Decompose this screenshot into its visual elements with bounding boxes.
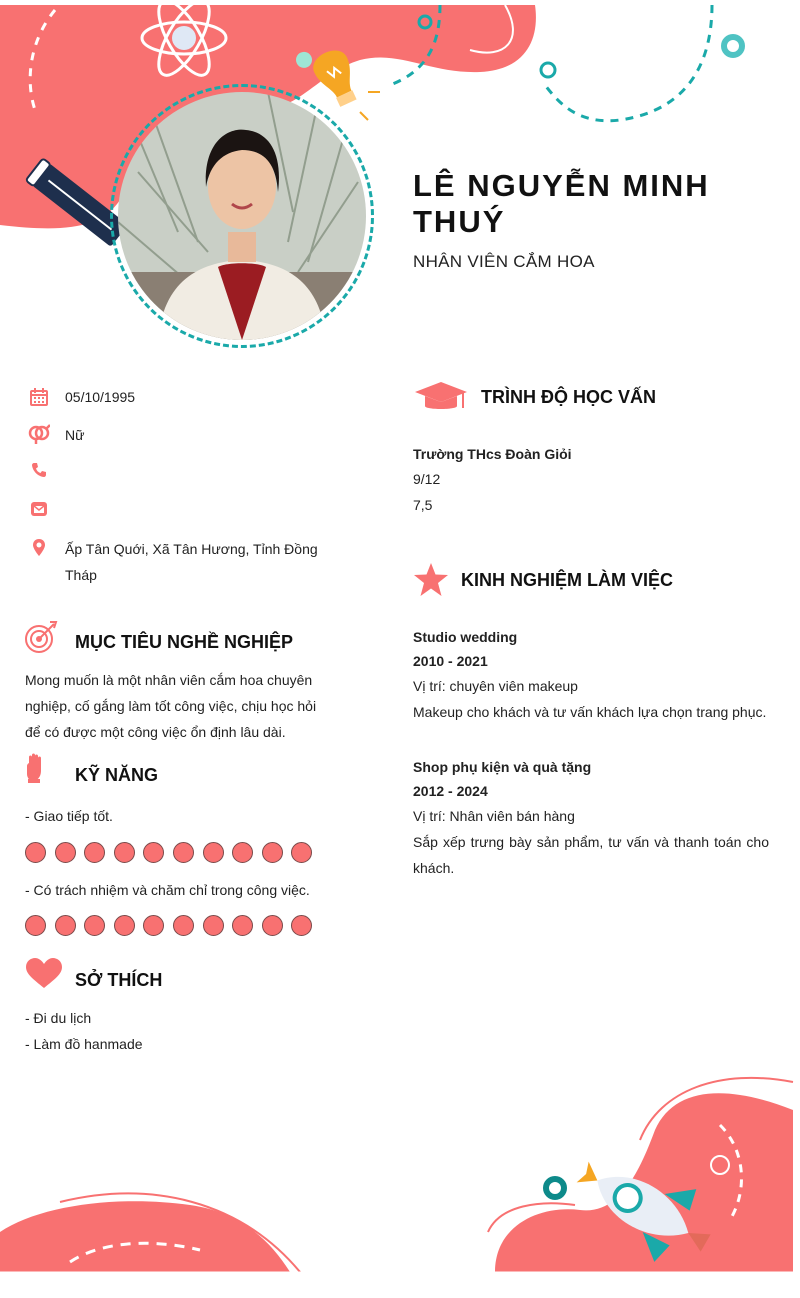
skill-dot	[291, 842, 312, 863]
candidate-name: LÊ NGUYỄN MINH THUÝ	[413, 168, 710, 239]
job-period: 2010 - 2021	[413, 653, 488, 669]
skill-item-label: - Có trách nhiệm và chăm chỉ trong công việc.	[25, 882, 310, 898]
skills-heading: KỸ NĂNG	[75, 765, 159, 785]
skill-dot	[84, 842, 105, 863]
job-company: Studio wedding	[413, 629, 518, 645]
skill-dot	[114, 842, 135, 863]
skill-dot	[203, 915, 224, 936]
skill-dot	[232, 915, 253, 936]
gender-text: Nữ	[65, 427, 85, 443]
bottom-left-blob	[0, 1201, 290, 1272]
hobbies-heading: SỞ THÍCH	[75, 970, 163, 990]
job-description: Makeup cho khách và tư vấn khách lựa chọn trang phục.	[413, 704, 767, 720]
skill-dot	[173, 915, 194, 936]
address-row	[28, 537, 318, 583]
skill-dot	[25, 915, 46, 936]
skill-dot	[55, 915, 76, 936]
graduation-cap-icon	[413, 380, 469, 414]
education-score: 7,5	[413, 497, 433, 513]
teal-dashed-path	[545, 5, 712, 121]
skill-dot	[143, 842, 164, 863]
objective-heading: MỤC TIÊU NGHỀ NGHIỆP	[75, 632, 294, 652]
experience-heading: KINH NGHIỆM LÀM VIỆC	[461, 570, 674, 590]
objective-text: Mong muốn là một nhân viên cắm hoa chuyên nghiệp, cố gắng làm tốt công việc, chịu học hỏi để có được một công việc ổn định lâu dài.	[25, 672, 317, 740]
hobby-item: - Đi du lịch	[25, 1010, 92, 1026]
avatar-frame	[110, 84, 374, 348]
gender-icon	[28, 423, 50, 445]
school-name: Trường THcs Đoàn Giỏi	[413, 446, 572, 462]
skill-dot	[291, 915, 312, 936]
birthday-text: 05/10/1995	[65, 389, 136, 405]
job-description: Sắp xếp trưng bày sản phẩm, tư vấn và thanh toán cho khách.	[413, 834, 769, 876]
gender-row	[28, 423, 85, 445]
hobby-item: - Làm đồ hanmade	[25, 1036, 143, 1052]
birthday-row	[28, 386, 136, 408]
job-position: Vị trí: Nhân viên bán hàng	[413, 808, 575, 824]
skill-dot	[114, 915, 135, 936]
skill-dot	[84, 915, 105, 936]
candidate-title: NHÂN VIÊN CẮM HOA	[413, 252, 595, 271]
job-company: Shop phụ kiện và quà tặng	[413, 759, 592, 775]
job-period: 2012 - 2024	[413, 783, 488, 799]
education-grade: 9/12	[413, 471, 441, 487]
hand-icon	[25, 753, 49, 785]
skill-dot	[262, 842, 283, 863]
skill-dot	[25, 842, 46, 863]
target-icon	[24, 620, 58, 654]
education-heading: TRÌNH ĐỘ HỌC VẤN	[481, 387, 656, 407]
skill-rating	[25, 842, 312, 863]
avatar	[118, 92, 366, 340]
email-row	[28, 498, 50, 520]
skill-dot	[173, 842, 194, 863]
skill-dot	[262, 915, 283, 936]
skill-rating	[25, 915, 312, 936]
skill-dot	[55, 842, 76, 863]
address-text: Ấp Tân Quới, Xã Tân Hương, Tỉnh Đồng Tháp	[65, 541, 318, 583]
calendar-icon	[28, 386, 50, 408]
heart-icon	[25, 958, 63, 990]
job-position: Vị trí: chuyên viên makeup	[413, 678, 578, 694]
phone-icon	[28, 459, 50, 481]
skill-dot	[232, 842, 253, 863]
skill-dot	[143, 915, 164, 936]
location-icon	[28, 537, 50, 559]
skill-item-label: - Giao tiếp tốt.	[25, 808, 113, 824]
star-icon	[413, 562, 449, 598]
skill-dot	[203, 842, 224, 863]
email-icon	[28, 498, 50, 520]
phone-row	[28, 459, 50, 481]
